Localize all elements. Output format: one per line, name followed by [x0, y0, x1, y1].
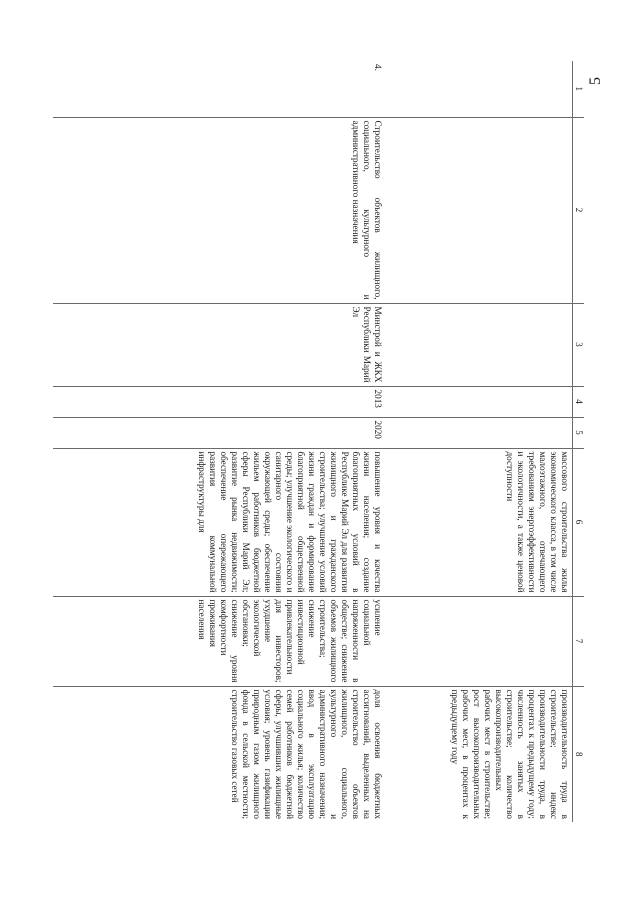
prev-row-results-text: массового строительства жилья экономического класса, в том числе малоэтажного, отвечающего требованиям энергоэффективности и экологичности, а также ценовой доступности — [385, 448, 573, 596]
header-row — [573, 61, 585, 822]
item-end-year: 2020 — [53, 417, 385, 448]
prev-row-indicators-text: производительность труда в строительстве; индекс производительности труда, в процентах к предыдущему году; численность занятых в строительстве; количество высокопроизводительных рабочих мест в строительстве; рост высокопроизводительных рабочих мест, в процентах к предыдущему году — [385, 686, 573, 822]
column-header-1: 1 — [573, 61, 585, 117]
column-header-7: 7 — [573, 596, 585, 686]
item-name: Строительство объектов жилищного, социального, культурного и административного назначения — [53, 117, 385, 303]
item-consequences: усиление социальной напряженности в обществе; снижение объемов жилищного строительства; снижение инвестиционной привлекательности для инвесторов; ухудшение экологической обстановки; снижение уровня комфортности проживания населения — [53, 596, 385, 686]
page-number: 5 — [587, 77, 604, 85]
rotated-table-container — [54, 61, 584, 822]
item-start-year: 2013 — [53, 386, 385, 417]
item-expected-results: повышение уровня и качества жизни населения; создание благоприятных условий в Республике Марий Эл для развития жилищного и гражданского строительства; улучшение условий жизни граждан и формирование благоприятной общественной среды; улучшение экологического и санитарного состояния окружающей среды; обеспечение жильем работников бюджетной сферы Республики Марий Эл; развитие рынка недвижимости; обеспечение опережающего развития коммунальной инфраструктуры для — [53, 448, 385, 596]
table-row-continued — [385, 61, 573, 822]
column-header-5: 5 — [573, 417, 585, 448]
table-row-item-4 — [53, 61, 385, 822]
item-indicators: доля освоения бюджетных ассигнований, выделенных на строительство объектов жилищного, социального, культурного и административного назначения; ввод в эксплуатацию социального жилья; количество семей работников бюджетной сферы, улучшивших жилищные условия; уровень газификации природным газом жилищного фонда в сельской местности; строительство газовых сетей — [53, 686, 385, 822]
program-table — [53, 61, 584, 822]
column-header-4: 4 — [573, 386, 585, 417]
column-header-3: 3 — [573, 303, 585, 386]
column-header-6: 6 — [573, 448, 585, 596]
item-number: 4. — [373, 64, 383, 71]
column-header-8: 8 — [573, 686, 585, 822]
column-header-2: 2 — [573, 117, 585, 303]
item-executor: Минстрой и ЖКХ Республики Марий Эл — [53, 303, 385, 386]
